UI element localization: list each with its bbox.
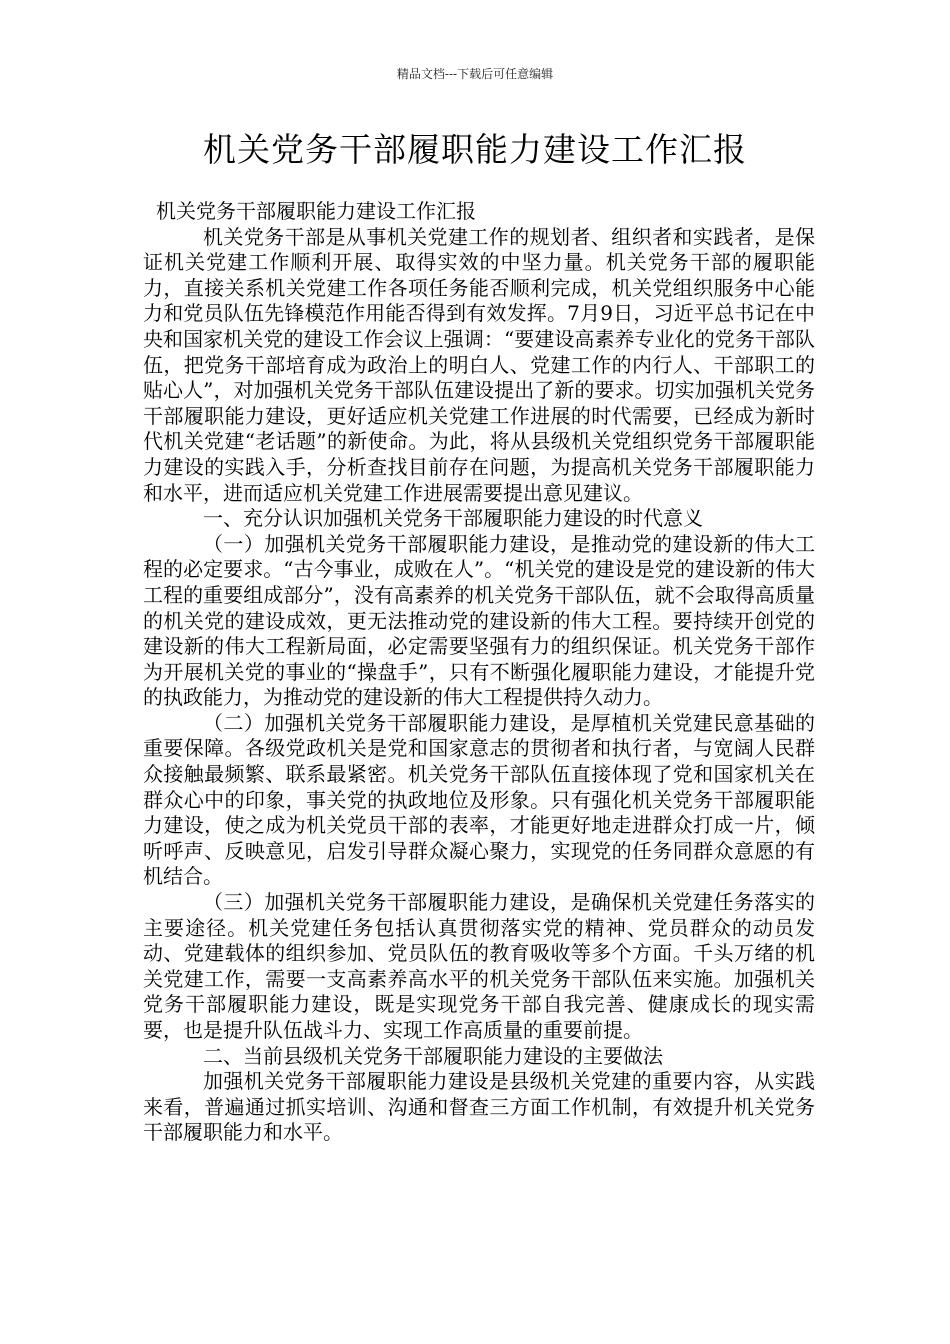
section-heading-1: 一、充分认识加强机关党务干部履职能力建设的时代意义: [203, 506, 703, 531]
document-body: [143, 199, 815, 1146]
header-note: 精品文档---下载后可任意编辑: [396, 67, 554, 81]
document-title: 机关党务干部履职能力建设工作汇报: [203, 130, 747, 169]
paragraph-point-2: （二）加强机关党务干部履职能力建设，是厚植机关党建民意基础的重要保障。各级党政机关是党和国家意志的贯彻者和执行者，与宽阔人民群众接触最频繁、联系最紧密。机关党务干部队伍直接体现了党和国家机关在群众心中的印象，事关党的执政地位及形象。只有强化机关党务干部履职能力建设，使之成为机关党员干部的表率，才能更好地走进群众打成一片，倾听呼声、反映意见，启发引导群众凝心聚力，实现党的任务同群众意愿的有机结合。: [143, 710, 815, 889]
section-heading-2: 二、当前县级机关党务干部履职能力建设的主要做法: [203, 1043, 663, 1068]
paragraph-point-3: （三）加强机关党务干部履职能力建设，是确保机关党建任务落实的主要途径。机关党建任务包括认真贯彻落实党的精神、党员群众的动员发动、党建载体的组织参加、党员队伍的教育吸收等多个方面。千头万绪的机关党建工作，需要一支高素养高水平的机关党务干部队伍来实施。加强机关党务干部履职能力建设，既是实现党务干部自我完善、健康成长的现实需要，也是提升队伍战斗力、实现工作高质量的重要前提。: [143, 890, 815, 1042]
paragraph-practice: 加强机关党务干部履职能力建设是县级机关党建的重要内容，从实践来看，普遍通过抓实培训、沟通和督查三方面工作机制，有效提升机关党务干部履职能力和水平。: [143, 1069, 815, 1145]
paragraph-intro: 机关党务干部是从事机关党建工作的规划者、组织者和实践者，是保证机关党建工作顺利开展、取得实效的中坚力量。机关党务干部的履职能力，直接关系机关党建工作各项任务能否顺利完成，机关党组织服务中心能力和党员队伍先锋模范作用能否得到有效发挥。7月9日，习近平总书记在中央和国家机关党的建设工作会议上强调：“要建设高素养专业化的党务干部队伍，把党务干部培育成为政治上的明白人、党建工作的内行人、干部职工的贴心人”，对加强机关党务干部队伍建设提出了新的要求。切实加强机关党务干部履职能力建设，更好适应机关党建工作进展的时代需要，已经成为新时代机关党建“老话题”的新使命。为此，将从县级机关党组织党务干部履职能力建设的实践入手，分析查找目前存在问题，为提高机关党务干部履职能力和水平，进而适应机关党建工作进展需要提出意见建议。: [143, 224, 815, 505]
paragraph-subtitle: 机关党务干部履职能力建设工作汇报: [156, 199, 476, 223]
paragraph-point-1: （一）加强机关党务干部履职能力建设，是推动党的建设新的伟大工程的必定要求。“古今事业，成败在人”。“机关党的建设是党的建设新的伟大工程的重要组成部分”，没有高素养的机关党务干部队伍，就不会取得高质量的机关党的建设成效，更无法推动党的建设新的伟大工程。要持续开创党的建设新的伟大工程新局面，必定需要坚强有力的组织保证。机关党务干部作为开展机关党的事业的“操盘手”，只有不断强化履职能力建设，才能提升党的执政能力，为推动党的建设新的伟大工程提供持久动力。: [143, 531, 815, 710]
